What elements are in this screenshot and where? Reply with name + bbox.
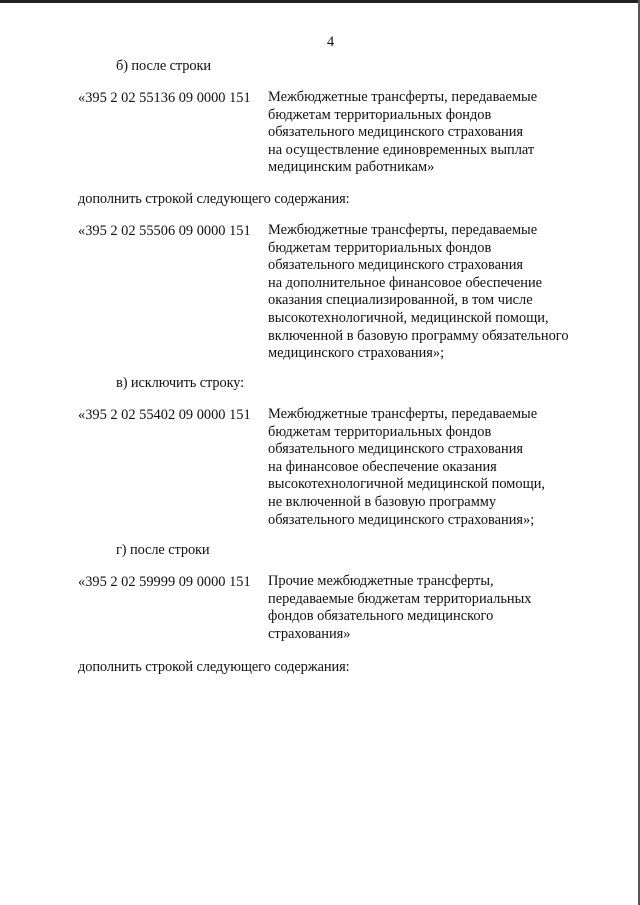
row2-line: оказания специализированной, в том числе: [268, 292, 533, 309]
row3-line: обязательного медицинского страхования: [268, 441, 524, 458]
row1-line: бюджетам территориальных фондов: [268, 106, 492, 123]
item-g-heading: г) после строки: [116, 542, 210, 558]
row3-code: «395 2 02 55402 09 0000 151: [78, 407, 251, 423]
row2-line: на дополнительное финансовое обеспечение: [268, 274, 543, 291]
row2-line: Межбюджетные трансферты, передаваемые: [268, 222, 538, 238]
row3-line: обязательного медицинского страхования»;: [268, 511, 535, 528]
row4-code: «395 2 02 59999 09 0000 151: [78, 574, 251, 590]
row3-description: [268, 406, 545, 529]
item-b-heading: б) после строки: [116, 58, 211, 74]
row1-line: медицинским работникам»: [268, 159, 435, 176]
row3-line: не включенной в базовую программу: [268, 493, 497, 510]
supplement-text-1: дополнить строкой следующего содержания:: [78, 191, 350, 207]
row1-code: «395 2 02 55136 09 0000 151: [78, 90, 251, 106]
row2-description: [268, 222, 569, 363]
row1-line: Межбюджетные трансферты, передаваемые: [268, 89, 538, 105]
row3-line: Межбюджетные трансферты, передаваемые: [268, 406, 538, 422]
row2-code: «395 2 02 55506 09 0000 151: [78, 223, 251, 239]
row4-line: фондов обязательного медицинского: [268, 608, 494, 625]
row1-line: на осуществление единовременных выплат: [268, 141, 535, 158]
row3-line: бюджетам территориальных фондов: [268, 423, 492, 440]
row4-line: передаваемые бюджетам территориальных: [268, 590, 532, 607]
row2-line: высокотехнологичной, медицинской помощи,: [268, 309, 549, 326]
row2-line: медицинского страхования»;: [268, 345, 445, 362]
row1-description: [268, 89, 537, 177]
row1-line: обязательного медицинского страхования: [268, 124, 524, 141]
row2-line: включенной в базовую программу обязательного: [268, 327, 569, 344]
row3-line: на финансовое обеспечение оказания: [268, 458, 497, 475]
row4-line: страхования»: [268, 625, 351, 642]
row2-line: бюджетам территориальных фондов: [268, 239, 492, 256]
row4-description: [268, 573, 531, 643]
row4-line: Прочие межбюджетные трансферты,: [268, 573, 494, 589]
supplement-text-2: дополнить строкой следующего содержания:: [78, 659, 350, 675]
page-number: 4: [327, 34, 335, 50]
scan-edge-top: [0, 0, 640, 3]
row2-line: обязательного медицинского страхования: [268, 257, 524, 274]
item-v-heading: в) исключить строку:: [116, 375, 245, 391]
row3-line: высокотехнологичной медицинской помощи,: [268, 476, 545, 493]
